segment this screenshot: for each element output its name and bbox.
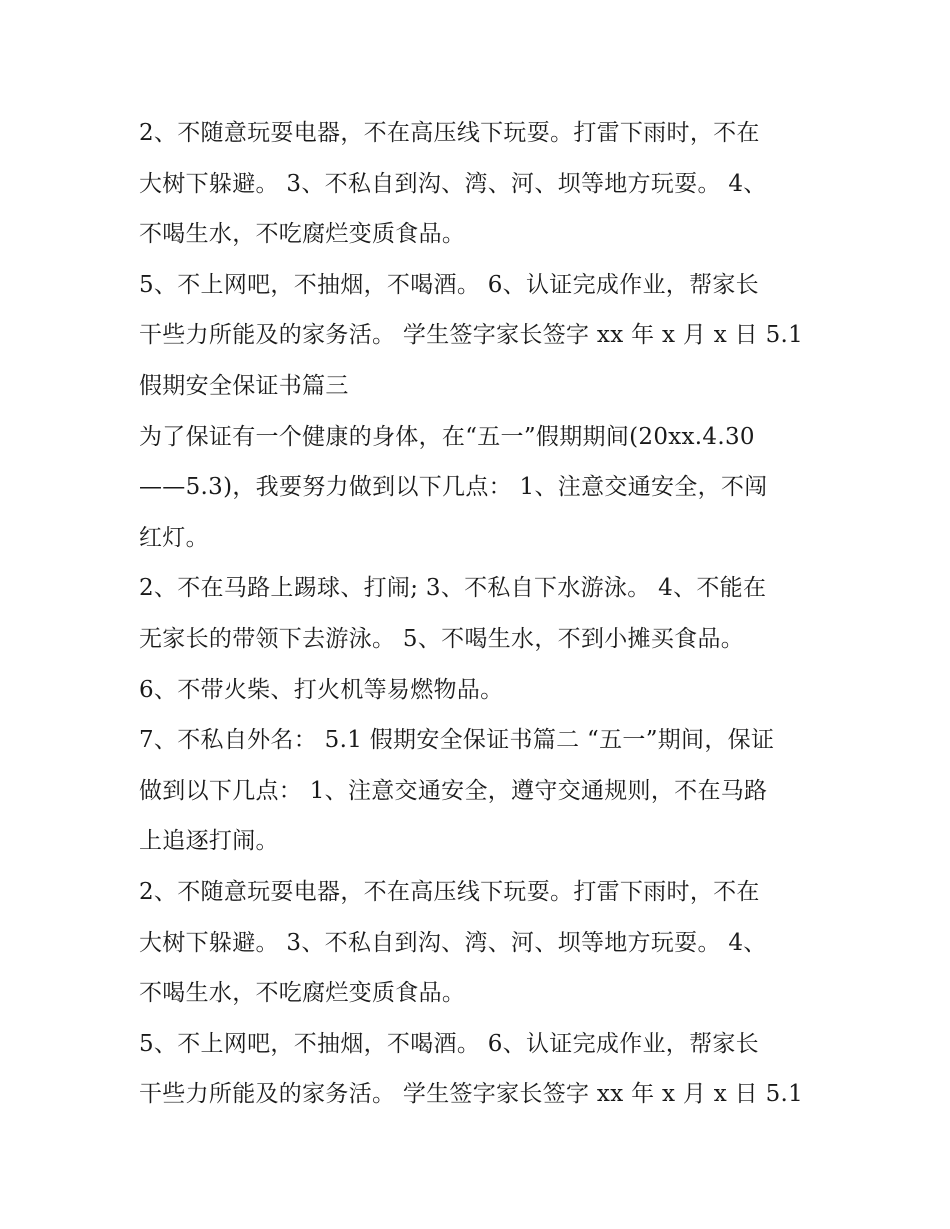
text-line: 干些力所能及的家务活。 学生签字家长签字 xx 年 x 月 x 日 5.1 bbox=[139, 1081, 804, 1108]
text-line: 2、不随意玩耍电器，不在高压线下玩耍。打雷下雨时，不在 bbox=[139, 120, 760, 146]
text-line: 红灯。 bbox=[139, 524, 209, 551]
document-body bbox=[139, 108, 819, 1120]
text-line: 5、不上网吧，不抽烟，不喝酒。 6、认证完成作业，帮家长 bbox=[139, 1030, 759, 1057]
section-heading: 假期安全保证书篇三 bbox=[139, 372, 349, 399]
text-line: 干些力所能及的家务活。 学生签字家长签字 xx 年 x 月 x 日 5.1 bbox=[139, 322, 804, 349]
text-line: 做到以下几点： 1、注意交通安全，遵守交通规则，不在马路 bbox=[139, 777, 768, 804]
text-line: 无家长的带领下去游泳。 5、不喝生水，不到小摊买食品。 bbox=[139, 625, 745, 652]
text-line: 5、不上网吧，不抽烟，不喝酒。 6、认证完成作业，帮家长 bbox=[139, 271, 759, 298]
text-line: 为了保证有一个健康的身体，在“五一”假期期间(20xx.4.30 bbox=[139, 423, 755, 450]
text-line: 2、不随意玩耍电器，不在高压线下玩耍。打雷下雨时，不在 bbox=[139, 878, 760, 905]
text-line: 不喝生水，不吃腐烂变质食品。 bbox=[139, 980, 466, 1007]
text-line: 2、不在马路上踢球、打闹; 3、不私自下水游泳。 4、不能在 bbox=[139, 575, 767, 602]
text-line: 6、不带火柴、打火机等易燃物品。 bbox=[139, 676, 504, 703]
text-line: 7、不私自外名： 5.1 假期安全保证书篇二 “五一”期间，保证 bbox=[139, 727, 775, 754]
text-line: ——5.3)，我要努力做到以下几点： 1、注意交通安全，不闯 bbox=[139, 474, 768, 501]
text-line: 不喝生水，不吃腐烂变质食品。 bbox=[139, 221, 466, 248]
text-line: 大树下躲避。 3、不私自到沟、湾、河、坝等地方玩耍。 4、 bbox=[139, 170, 767, 197]
text-line: 大树下躲避。 3、不私自到沟、湾、河、坝等地方玩耍。 4、 bbox=[139, 929, 767, 956]
text-line: 上追逐打闹。 bbox=[139, 828, 279, 855]
